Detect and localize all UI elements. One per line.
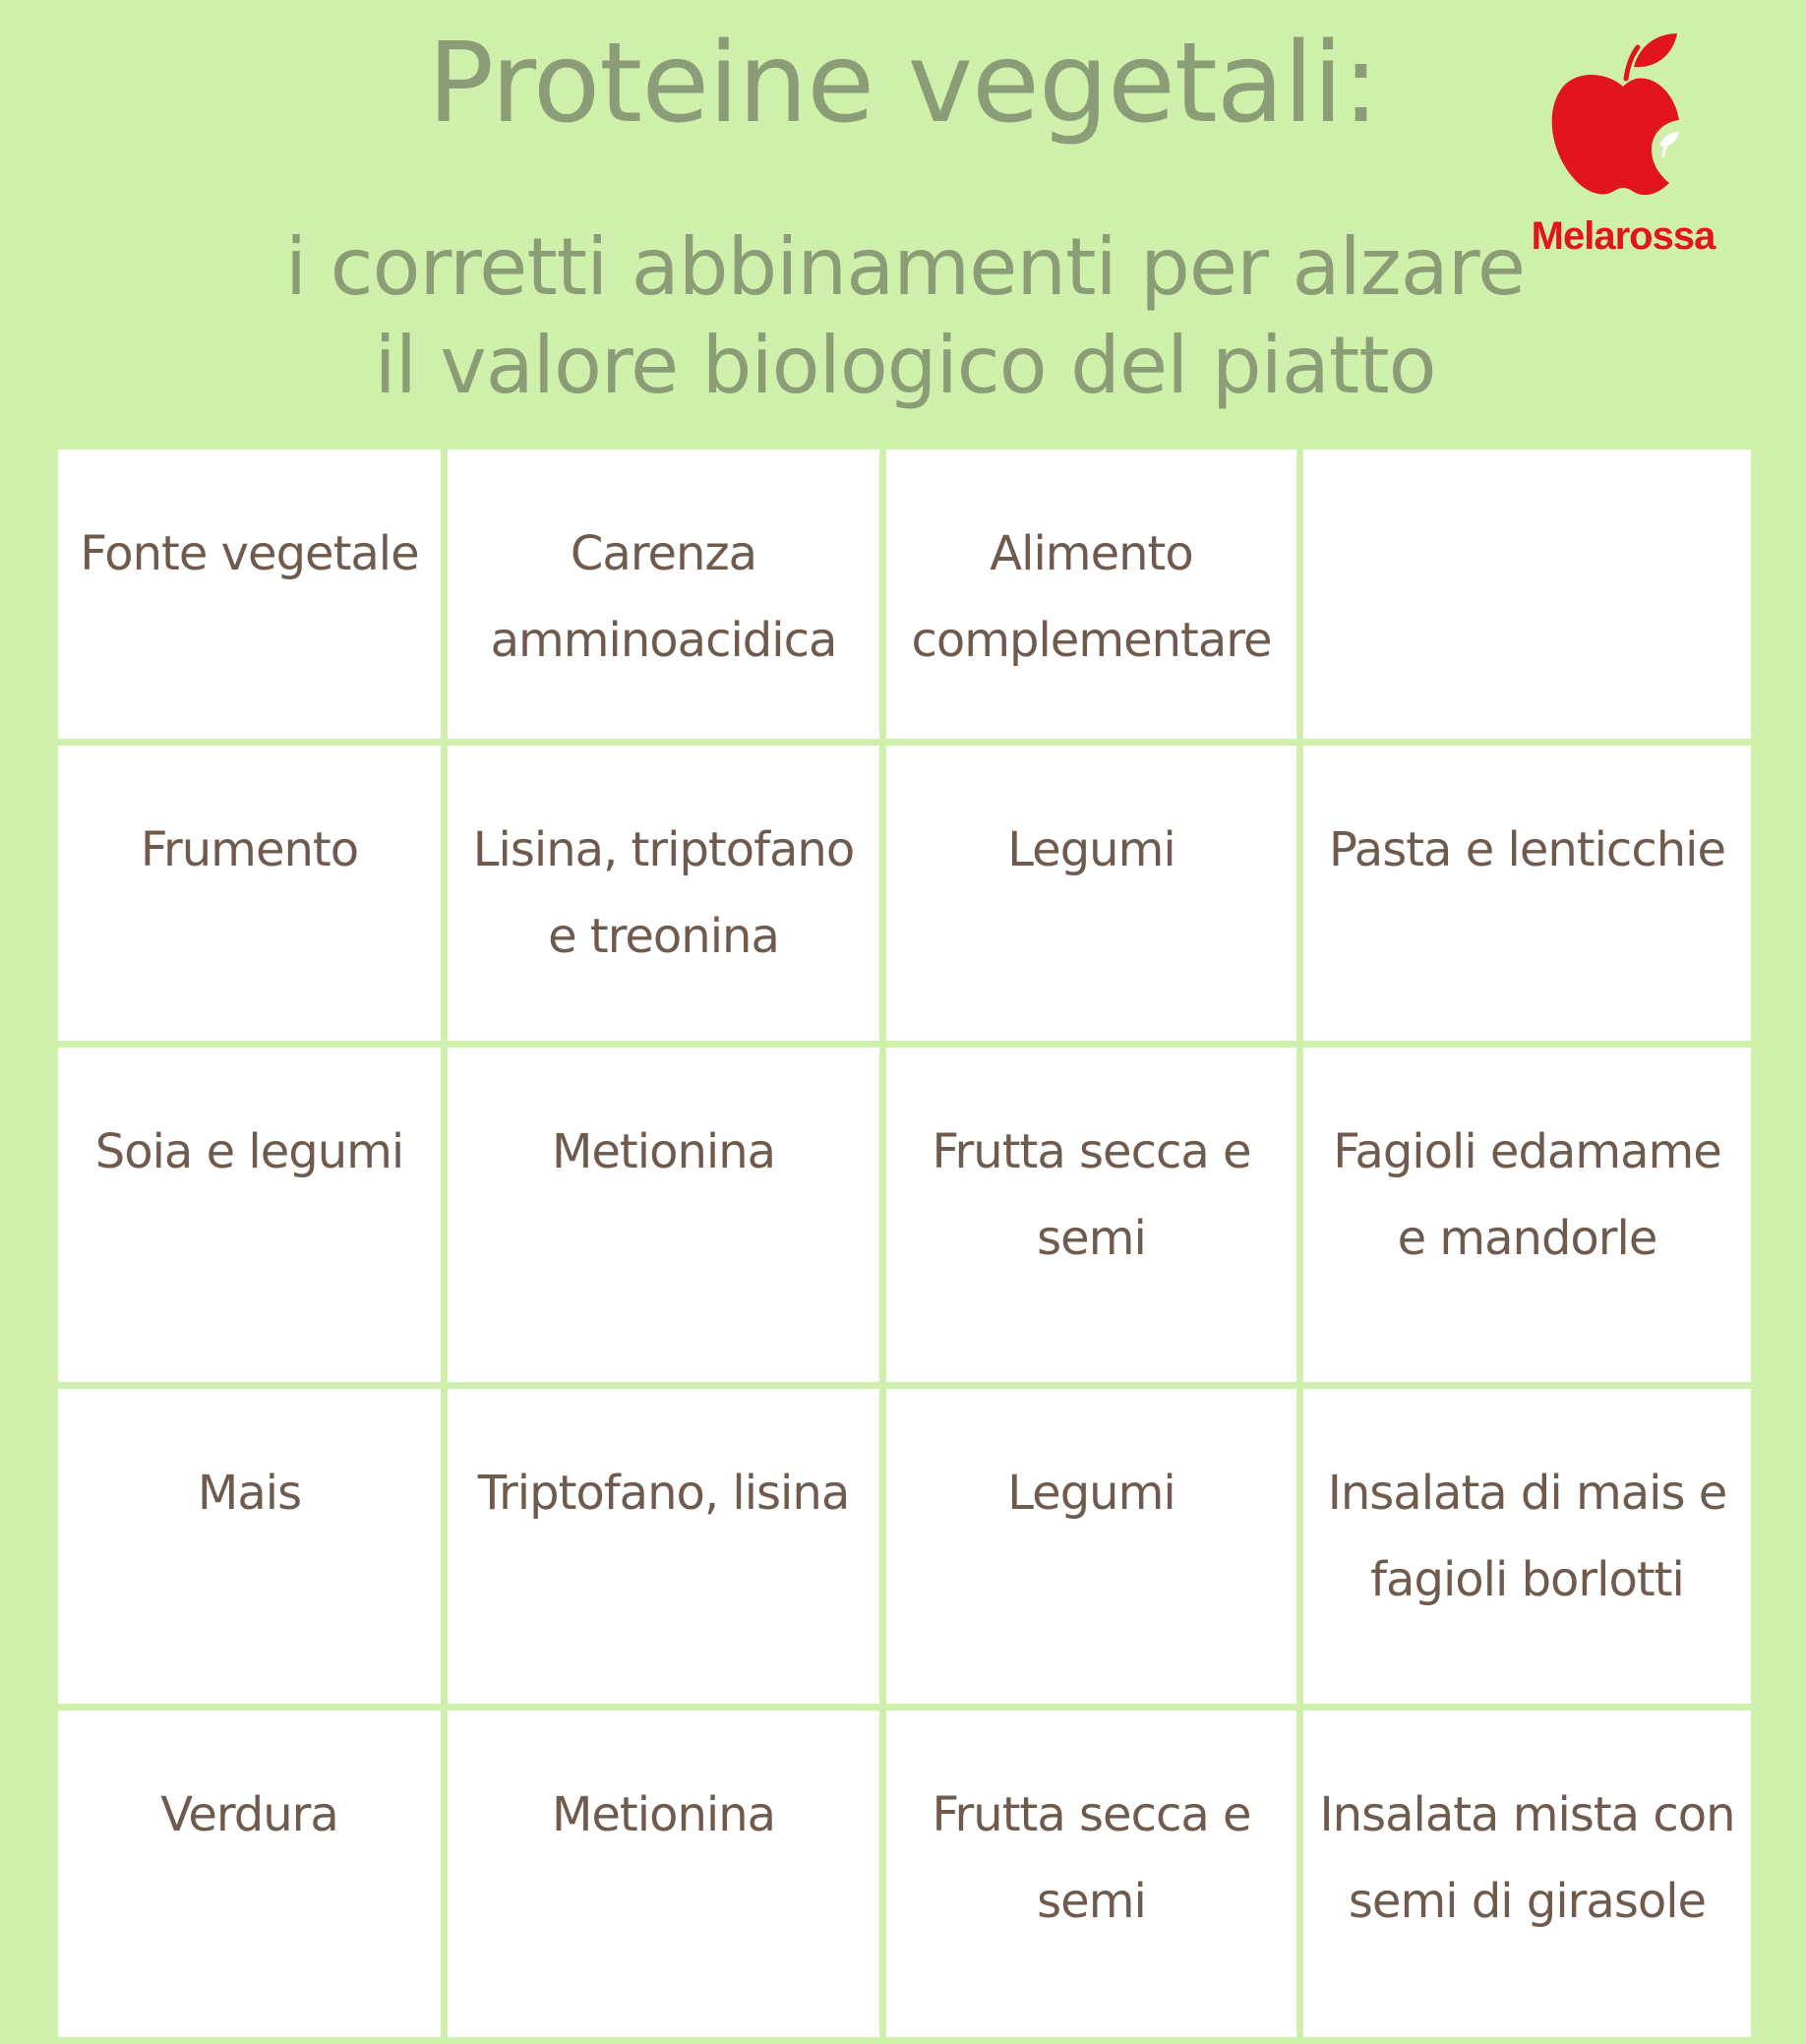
table-row <box>55 743 1755 1045</box>
header-cell-deficiency: Carenza amminoacidica <box>445 447 883 743</box>
table-cell: Frutta secca e semi <box>883 1708 1300 2041</box>
melarossa-logo <box>1515 30 1731 266</box>
table-cell: Insalata di mais e fagioli borlotti <box>1300 1386 1755 1708</box>
table-cell: Metionina <box>445 1708 883 2041</box>
header-cell-example <box>1300 447 1755 743</box>
page-title: Proteine vegetali: <box>427 20 1379 148</box>
protein-combination-table <box>51 443 1758 2044</box>
table-cell: Soia e legumi <box>55 1045 445 1386</box>
subtitle-line-2: il valore biologico del piatto <box>374 320 1436 411</box>
table-row <box>55 1708 1755 2041</box>
header-cell-complement: Alimento complementare <box>883 447 1300 743</box>
table-cell: Legumi <box>883 743 1300 1045</box>
subtitle-line-1: i corretti abbinamenti per alzare <box>284 221 1526 313</box>
table-cell: Frutta secca e semi <box>883 1045 1300 1386</box>
table-cell: Verdura <box>55 1708 445 2041</box>
table-cell: Fagioli edamame e mandorle <box>1300 1045 1755 1386</box>
table-cell: Metionina <box>445 1045 883 1386</box>
table-cell: Pasta e lenticchie <box>1300 743 1755 1045</box>
apple-icon <box>1549 30 1697 202</box>
table-header-row <box>55 447 1755 743</box>
table-cell: Legumi <box>883 1386 1300 1708</box>
table-row <box>55 1045 1755 1386</box>
table-row <box>55 1386 1755 1708</box>
header-cell-source: Fonte vegetale <box>55 447 445 743</box>
table-cell: Insalata mista con semi di girasole <box>1300 1708 1755 2041</box>
page-subtitle <box>246 218 1564 415</box>
table-cell: Triptofano, lisina <box>445 1386 883 1708</box>
table-cell: Lisina, triptofano e treonina <box>445 743 883 1045</box>
table-cell: Frumento <box>55 743 445 1045</box>
logo-text: Melarossa <box>1531 214 1716 258</box>
table-cell: Mais <box>55 1386 445 1708</box>
